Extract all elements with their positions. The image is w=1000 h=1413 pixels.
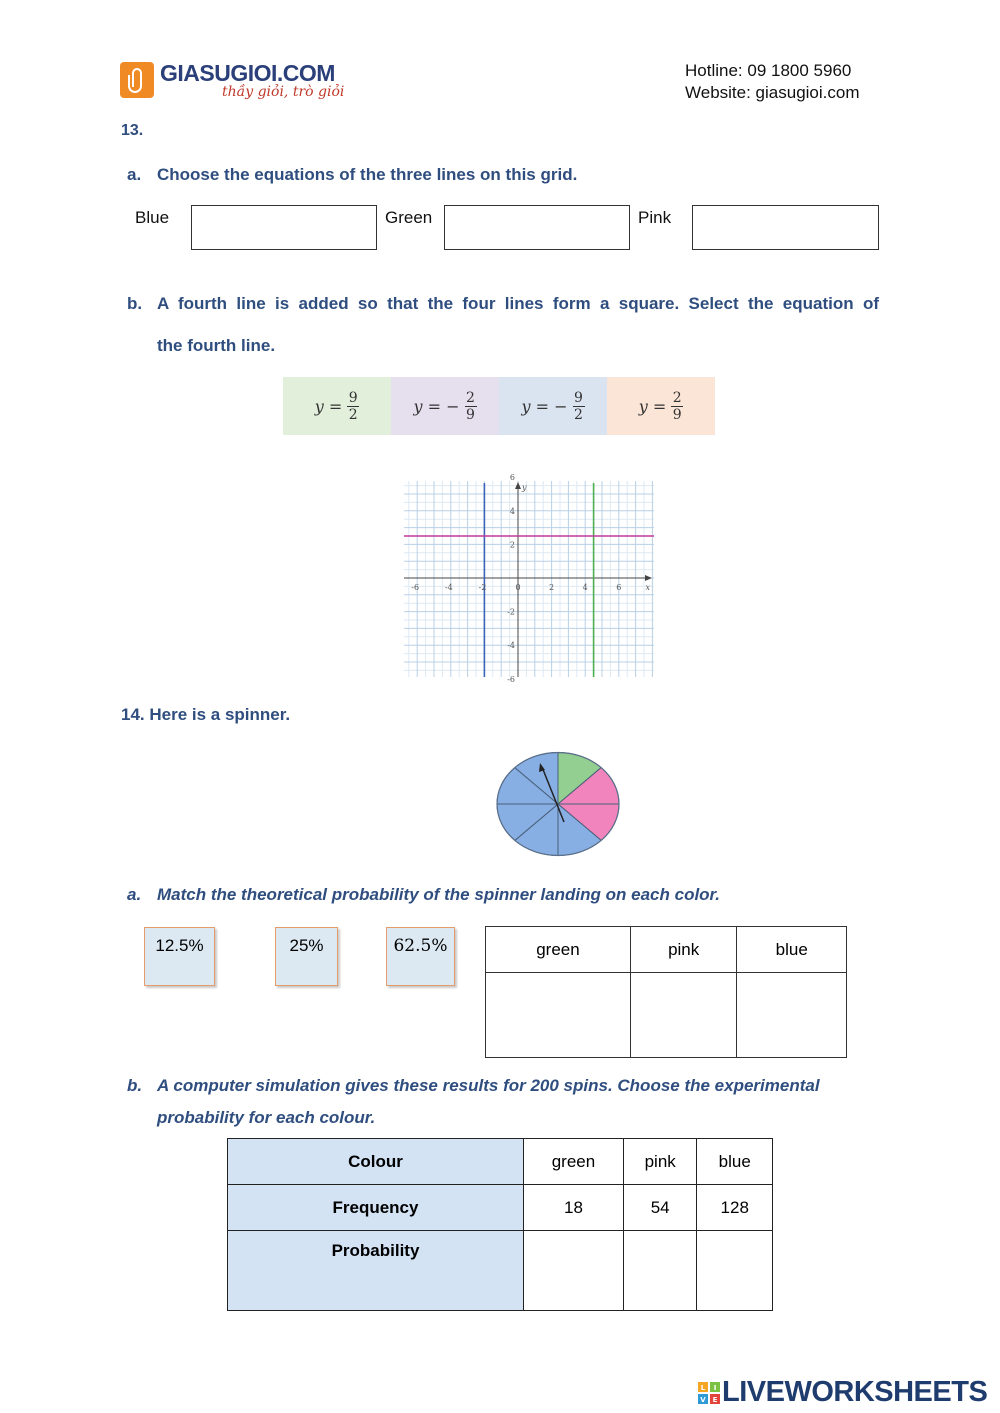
x-tick-label: 6 — [616, 583, 622, 592]
y-tick-label: -2 — [507, 607, 515, 617]
q14-part-b-letter: b. — [127, 1076, 143, 1095]
q14-part-b-line1: A computer simulation gives these results for 200 spins. Choose the experimental — [157, 1076, 820, 1095]
badge-letter: L — [700, 1384, 706, 1392]
denominator: 2 — [348, 406, 358, 423]
numerator: 9 — [348, 389, 358, 406]
row-header-colour: Colour — [228, 1139, 524, 1185]
probability-pink-drop[interactable] — [623, 1231, 697, 1311]
choice-y-2-over-9[interactable] — [607, 377, 715, 435]
option-label: 62.5% — [393, 936, 448, 956]
row-header-frequency: Frequency — [228, 1185, 524, 1231]
numerator: 9 — [574, 389, 583, 406]
q13-part-b-line2: the fourth line. — [157, 336, 276, 355]
q13-part-b-line1: A fourth line is added so that the four lines form a square. Select the equation of — [157, 294, 879, 313]
liveworksheets-brand: LIVEWORKSHEETS — [722, 1376, 988, 1408]
x-axis-label: x — [645, 583, 650, 592]
x-axis-arrow — [645, 575, 652, 581]
option-62-5-percent[interactable] — [386, 927, 455, 986]
part-a-letter: a. — [127, 165, 142, 184]
choice-y-9-over-2[interactable] — [283, 377, 391, 435]
x-tick-label: -2 — [478, 583, 487, 592]
logo-badge — [120, 62, 154, 98]
choice-prefix: y = − — [413, 396, 460, 416]
coordinate-grid — [404, 473, 654, 684]
colour-green: green — [524, 1139, 624, 1185]
y-tick-label: 6 — [509, 473, 515, 483]
option-12-5-percent[interactable] — [144, 927, 215, 986]
match-header-blue: blue — [737, 927, 847, 973]
row-header-probability: Probability — [228, 1231, 524, 1311]
option-label: 25% — [289, 936, 324, 955]
pink-label: Pink — [638, 208, 672, 227]
match-drop-blue[interactable] — [737, 973, 847, 1058]
badge-letter: E — [712, 1396, 718, 1404]
frequency-green: 18 — [524, 1185, 624, 1231]
q14-part-a-text: Match the theoretical probability of the spinner landing on each color. — [157, 885, 720, 904]
website: Website: giasugioi.com — [685, 83, 860, 102]
fraction — [347, 390, 359, 423]
x-tick-label: -6 — [411, 583, 420, 592]
q14-part-a-letter: a. — [127, 885, 142, 904]
probability-blue-drop[interactable] — [697, 1231, 773, 1311]
match-drop-green[interactable] — [486, 973, 631, 1058]
blue-answer-box[interactable] — [191, 205, 377, 250]
liveworksheets-badge-icon — [698, 1382, 720, 1404]
x-tick-label: 4 — [582, 583, 588, 592]
badge-letter: I — [713, 1384, 717, 1392]
option-25-percent[interactable] — [275, 927, 338, 986]
question-13-number: 13. — [121, 122, 144, 139]
choice-prefix: y = − — [521, 396, 568, 416]
fraction — [465, 390, 477, 423]
x-tick-label: 0 — [515, 583, 521, 592]
match-header-green: green — [486, 927, 631, 973]
probability-green-drop[interactable] — [524, 1231, 624, 1311]
fraction — [671, 390, 683, 423]
colour-pink: pink — [623, 1139, 697, 1185]
denominator: 9 — [672, 406, 682, 423]
choice-y-neg-2-over-9[interactable] — [391, 377, 499, 435]
choice-prefix: y = — [638, 396, 667, 416]
denominator: 9 — [466, 406, 475, 423]
q14-part-b-line2: probability for each colour. — [157, 1108, 376, 1127]
green-label: Green — [385, 208, 433, 227]
y-tick-label: -6 — [507, 674, 515, 684]
green-answer-box[interactable] — [444, 205, 630, 250]
badge-letter: V — [700, 1396, 706, 1404]
pink-answer-box[interactable] — [692, 205, 879, 250]
match-table — [485, 926, 847, 1058]
frequency-pink: 54 — [623, 1185, 697, 1231]
option-label: 12.5% — [155, 936, 204, 955]
blue-label: Blue — [135, 208, 170, 227]
frequency-blue: 128 — [697, 1185, 773, 1231]
numerator: 2 — [672, 389, 682, 406]
hotline: Hotline: 09 1800 5960 — [685, 61, 852, 80]
choice-y-neg-9-over-2[interactable] — [499, 377, 607, 435]
y-axis-label: y — [522, 483, 527, 492]
match-drop-pink[interactable] — [630, 973, 737, 1058]
spinner — [495, 750, 621, 858]
numerator: 2 — [466, 389, 475, 406]
part-b-letter: b. — [127, 294, 143, 313]
denominator: 2 — [574, 406, 583, 423]
choice-prefix: y = — [314, 396, 343, 416]
y-tick-label: 2 — [509, 540, 515, 550]
y-tick-label: -4 — [507, 641, 515, 651]
question-14-title: 14. Here is a spinner. — [121, 705, 291, 724]
fraction — [573, 390, 585, 423]
brand-tagline: thầy giỏi, trò giỏi — [222, 84, 345, 100]
colour-blue: blue — [697, 1139, 773, 1185]
q13-part-a-text: Choose the equations of the three lines on this grid. — [157, 165, 578, 184]
frequency-table — [227, 1138, 773, 1311]
x-tick-label: 2 — [549, 583, 555, 592]
match-header-pink: pink — [630, 927, 737, 973]
brand-name: GIASUGIOI.COM — [160, 60, 335, 86]
paperclip-icon — [120, 62, 154, 98]
x-tick-label: -4 — [444, 583, 453, 592]
y-tick-label: 4 — [509, 506, 515, 516]
